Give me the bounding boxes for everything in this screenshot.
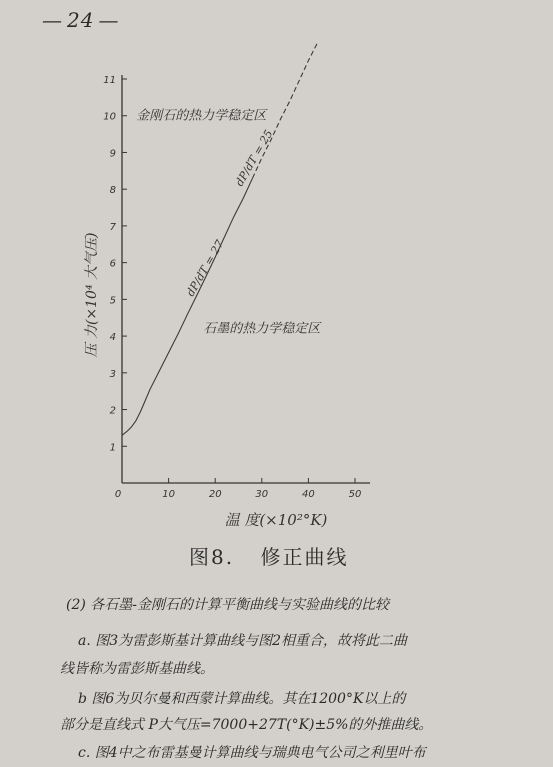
paragraph-line: 部分是直线式 P大气压=7000+27T(°K)±5%的外推曲线。 <box>60 717 433 733</box>
y-tick-label: 2 <box>109 405 116 417</box>
paragraph-line: a. 图3为雷彭斯基计算曲线与图2相重合，故将此二曲 <box>78 633 408 649</box>
paragraph-line: c. 图4中之布雷基曼计算曲线与瑞典电气公司之利里叶布 <box>78 745 426 761</box>
region-annotation: 石墨的热力学稳定区 <box>203 321 321 337</box>
x-tick-label: 30 <box>255 489 269 500</box>
x-tick-label: 10 <box>162 489 175 500</box>
section-heading: (2) 各石墨-金刚石的计算平衡曲线与实验曲线的比较 <box>66 597 390 613</box>
figure-number: 图8. <box>189 545 235 569</box>
x-tick-label: 0 <box>114 489 122 500</box>
pressure-temperature-chart <box>0 40 553 540</box>
figure-caption <box>189 541 348 570</box>
y-tick-label: 4 <box>109 332 116 344</box>
y-tick-label: 7 <box>109 221 116 233</box>
figure-title: 修正曲线 <box>260 545 349 569</box>
slope-annotation: dP/dT = 27 <box>183 237 227 299</box>
slope-annotation: dP/dT = 25 <box>232 127 276 189</box>
solid-line-series <box>122 178 253 435</box>
x-tick-label: 50 <box>348 489 362 500</box>
y-tick-label: 1 <box>109 442 116 454</box>
x-tick-label: 20 <box>208 489 222 500</box>
y-tick-label: 10 <box>103 111 116 123</box>
y-axis-label: 压 力(×10⁴ 大气压) <box>84 232 100 358</box>
y-tick-label: 11 <box>103 75 116 86</box>
y-tick-label: 5 <box>109 295 116 307</box>
region-annotation: 金刚石的热力学稳定区 <box>136 108 267 124</box>
page-number: — 24 — <box>42 8 119 32</box>
paragraph-line: 线皆称为雷彭斯基曲线。 <box>60 661 214 677</box>
x-axis-label: 温 度(×10²°K) <box>224 511 328 529</box>
x-tick-label: 40 <box>302 489 315 500</box>
y-tick-label: 8 <box>109 185 116 197</box>
y-tick-label: 9 <box>109 148 116 160</box>
y-tick-label: 3 <box>109 368 116 380</box>
y-tick-label: 6 <box>109 258 116 270</box>
paragraph-line: b 图6为贝尔曼和西蒙计算曲线。其在1200°K以上的 <box>78 691 406 707</box>
